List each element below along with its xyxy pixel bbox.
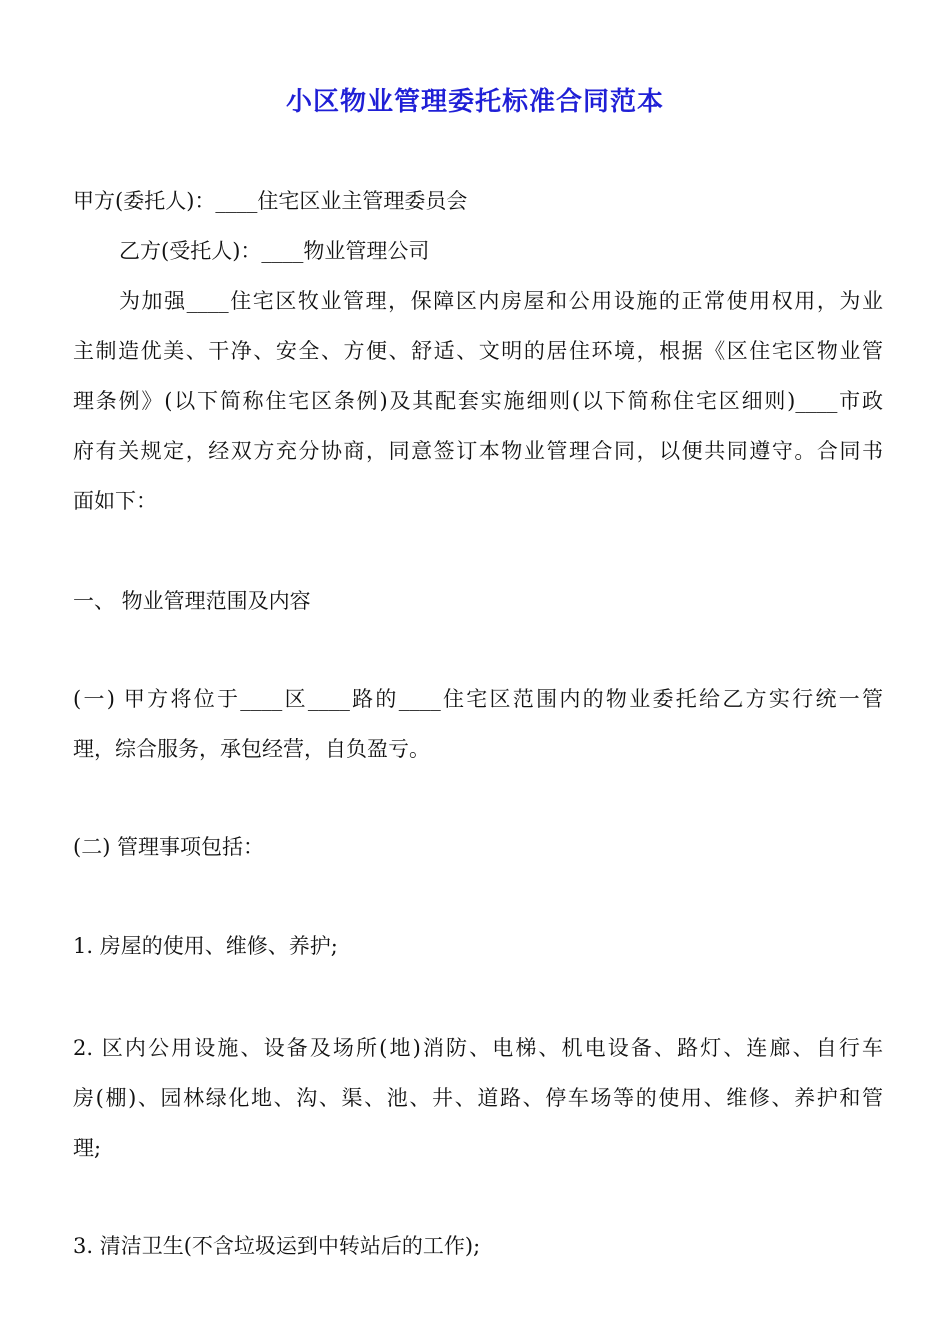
clause-1-line-2: 理，综合服务，承包经营，自负盈亏。 xyxy=(73,737,430,761)
item-1: 1. 房屋的使用、维修、养护; xyxy=(73,934,338,958)
document-title: 小区物业管理委托标准合同范本 xyxy=(285,87,664,117)
preamble-line-4: 府有关规定，经双方充分协商，同意签订本物业管理合同，以便共同遵守。合同书 xyxy=(73,439,883,463)
preamble-line-5: 面如下： xyxy=(73,489,157,513)
item-3: 3. 清洁卫生(不含垃圾运到中转站后的工作); xyxy=(73,1234,481,1258)
item-2-line-2: 房(棚)、园林绿化地、沟、渠、池、井、道路、停车场等的使用、维修、养护和管 xyxy=(73,1086,883,1110)
preamble-line-3: 理条例》(以下简称住宅区条例)及其配套实施细则(以下简称住宅区细则)____市政 xyxy=(73,389,883,413)
party-a-line: 甲方(委托人)：____住宅区业主管理委员会 xyxy=(73,189,468,213)
item-2-line-3: 理; xyxy=(73,1136,102,1160)
preamble-line-1: 为加强____住宅区牧业管理，保障区内房屋和公用设施的正常使用权用，为业 xyxy=(119,289,883,313)
preamble-line-2: 主制造优美、干净、安全、方便、舒适、文明的居住环境，根据《区住宅区物业管 xyxy=(73,339,883,363)
clause-2-heading: (二) 管理事项包括： xyxy=(73,835,265,859)
item-2-line-1: 2. 区内公用设施、设备及场所(地)消防、电梯、机电设备、路灯、连廊、自行车 xyxy=(73,1036,883,1060)
section-1-heading: 一、 物业管理范围及内容 xyxy=(73,589,311,613)
party-b-line: 乙方(受托人)：____物业管理公司 xyxy=(119,239,430,263)
clause-1-line-1: (一) 甲方将位于____区____路的____住宅区范围内的物业委托给乙方实行统一管 xyxy=(73,687,883,711)
